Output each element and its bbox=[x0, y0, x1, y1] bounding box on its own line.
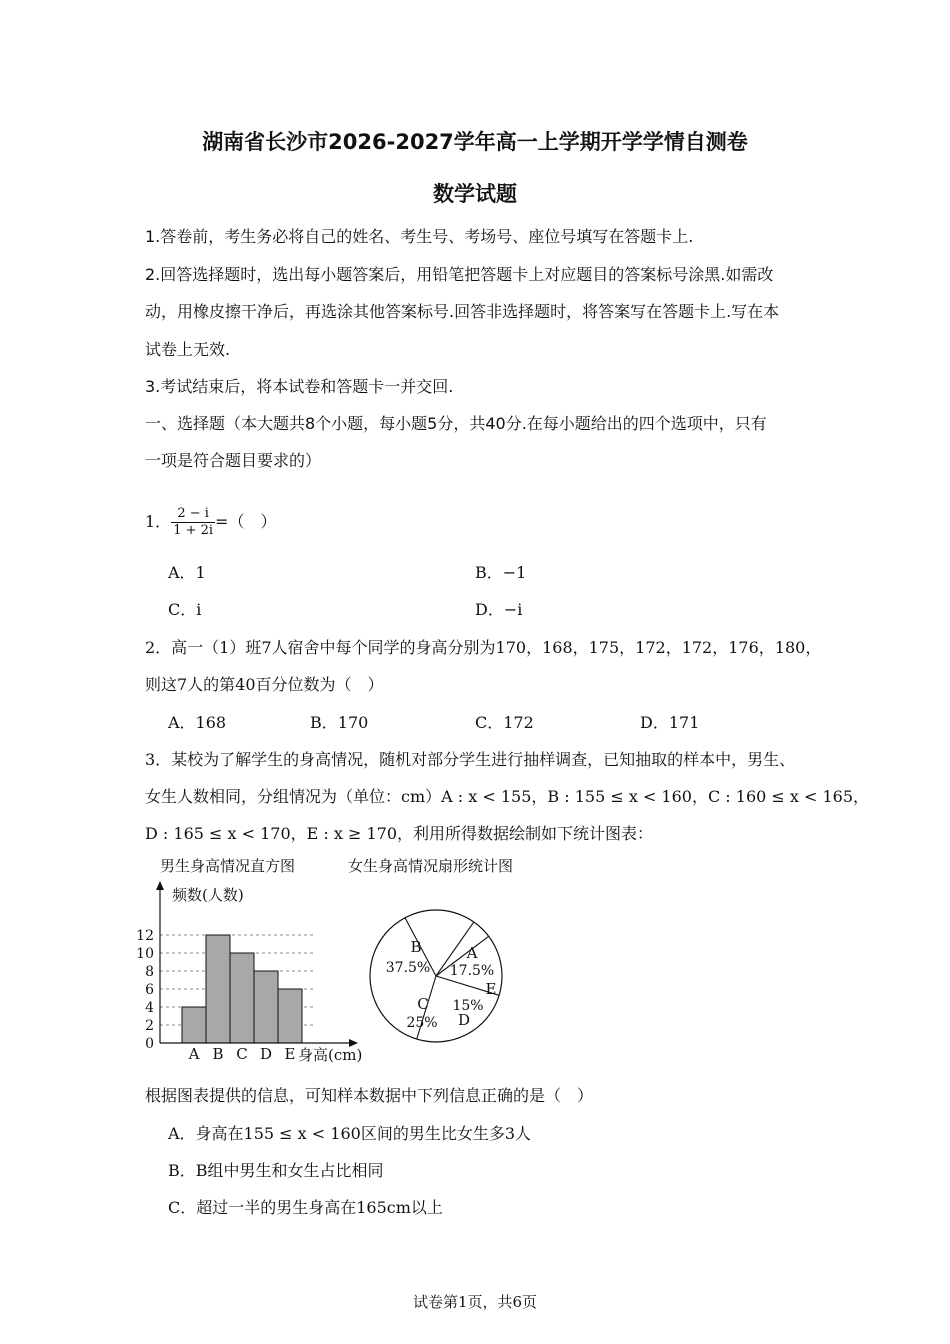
q2-option-d: D．171 bbox=[640, 713, 700, 732]
question-1 bbox=[145, 506, 276, 539]
fraction-denominator: 1 + 2i bbox=[173, 523, 214, 538]
pie-slice-percent: 37.5% bbox=[385, 960, 431, 976]
histogram-ylabel: 频数(人数) bbox=[172, 886, 244, 904]
pie-slice-label: A bbox=[466, 944, 478, 962]
page-subtitle: 数学试题 bbox=[433, 182, 517, 206]
instruction-2: 2.回答选择题时，选出每小题答案后，用铅笔把答题卡上对应题目的答案标号涂黑.如需改 bbox=[145, 265, 774, 284]
pie-slice-percent: 15% bbox=[452, 998, 484, 1014]
y-tick-label: 10 bbox=[136, 946, 154, 962]
q3-option-c: C．超过一半的男生身高在165cm以上 bbox=[168, 1198, 443, 1217]
fraction bbox=[171, 506, 215, 539]
instruction-1: 1.答卷前，考生务必将自己的姓名、考生号、考场号、座位号填写在答题卡上. bbox=[145, 227, 694, 246]
y-tick-label: 6 bbox=[145, 982, 154, 998]
question-1-tail: =（ ） bbox=[215, 512, 277, 531]
x-tick-label: C bbox=[236, 1045, 248, 1063]
male-height-histogram bbox=[120, 878, 380, 1068]
histogram-bars bbox=[182, 935, 302, 1043]
pie-slice-label: C bbox=[417, 995, 429, 1013]
question-2-cont: 则这7人的第40百分位数为（ ） bbox=[145, 675, 384, 694]
q1-option-b: B．−1 bbox=[475, 563, 527, 582]
q3-option-a: A．身高在155 ≤ x < 160区间的男生比女生多3人 bbox=[168, 1124, 531, 1143]
y-tick-label: 0 bbox=[145, 1036, 154, 1052]
pie-slices bbox=[370, 910, 502, 1042]
pie-slice-label: B bbox=[410, 938, 422, 956]
section-heading: 一、选择题（本大题共8个小题，每小题5分，共40分.在每小题给出的四个选项中，只有 bbox=[145, 414, 767, 433]
q2-option-a: A．168 bbox=[168, 713, 227, 732]
histogram-bar bbox=[254, 971, 278, 1043]
question-2: 2．高一（1）班7人宿舍中每个同学的身高分别为170，168，175，172，172，176，180， bbox=[145, 638, 822, 657]
section-heading-cont: 一项是符合题目要求的） bbox=[145, 451, 322, 470]
pie-slice-label: D bbox=[457, 1011, 471, 1029]
histogram-bar bbox=[230, 953, 254, 1043]
question-3-groups-cont: D : 165 ≤ x < 170，E : x ≥ 170，利用所得数据绘制如下统计图表： bbox=[145, 824, 654, 843]
female-height-pie-chart bbox=[368, 898, 508, 1052]
question-number: 1． bbox=[145, 512, 172, 531]
q1-option-d: D．−i bbox=[475, 600, 523, 619]
instruction-2-cont: 动，用橡皮擦干净后，再选涂其他答案标号.回答非选择题时，将答案写在答题卡上.写在本 bbox=[145, 302, 780, 321]
y-tick-label: 4 bbox=[145, 1000, 154, 1016]
y-tick-label: 8 bbox=[145, 964, 154, 980]
histogram-bar bbox=[182, 1007, 206, 1043]
page-footer: 试卷第1页，共6页 bbox=[412, 1293, 538, 1311]
histogram-bar bbox=[278, 989, 302, 1043]
y-axis-arrow bbox=[156, 881, 164, 890]
x-tick-label: D bbox=[259, 1045, 273, 1063]
question-3-groups: 女生人数相同，分组情况为（单位：cm）A : x < 155，B : 155 ≤ x < 160，C : 160 ≤ x < 165， bbox=[145, 787, 870, 806]
x-tick-label: A bbox=[188, 1045, 200, 1063]
instruction-2-end: 试卷上无效. bbox=[145, 340, 231, 359]
pie-slice-label: E bbox=[485, 980, 497, 998]
pie-slice-percent: 25% bbox=[406, 1015, 438, 1031]
question-3: 3．某校为了解学生的身高情况，随机对部分学生进行抽样调查，已知抽取的样本中，男生、 bbox=[145, 750, 796, 769]
q2-option-b: B．170 bbox=[310, 713, 369, 732]
histogram-bar bbox=[206, 935, 230, 1043]
pie-caption: 女生身高情况扇形统计图 bbox=[348, 857, 514, 875]
histogram-xlabel: 身高(cm) bbox=[298, 1046, 363, 1064]
instruction-3: 3.考试结束后，将本试卷和答题卡一并交回. bbox=[145, 377, 454, 396]
histogram-x-ticks bbox=[188, 1045, 296, 1063]
q2-option-c: C．172 bbox=[475, 713, 534, 732]
x-tick-label: B bbox=[212, 1045, 224, 1063]
histogram-caption: 男生身高情况直方图 bbox=[160, 857, 296, 875]
q1-option-a: A．1 bbox=[168, 563, 206, 582]
y-tick-label: 12 bbox=[136, 928, 154, 944]
fraction-numerator: 2 − i bbox=[171, 506, 215, 523]
y-tick-label: 2 bbox=[145, 1018, 154, 1034]
x-tick-label: E bbox=[284, 1045, 296, 1063]
histogram-y-ticks bbox=[136, 928, 154, 1052]
q1-option-c: C．i bbox=[168, 600, 202, 619]
q3-option-b: B．B组中男生和女生占比相同 bbox=[168, 1161, 384, 1180]
page-title: 湖南省长沙市2026-2027学年高一上学期开学学情自测卷 bbox=[202, 130, 748, 154]
pie-slice-percent: 17.5% bbox=[449, 963, 495, 979]
question-3-prompt: 根据图表提供的信息，可知样本数据中下列信息正确的是（ ） bbox=[145, 1086, 594, 1105]
